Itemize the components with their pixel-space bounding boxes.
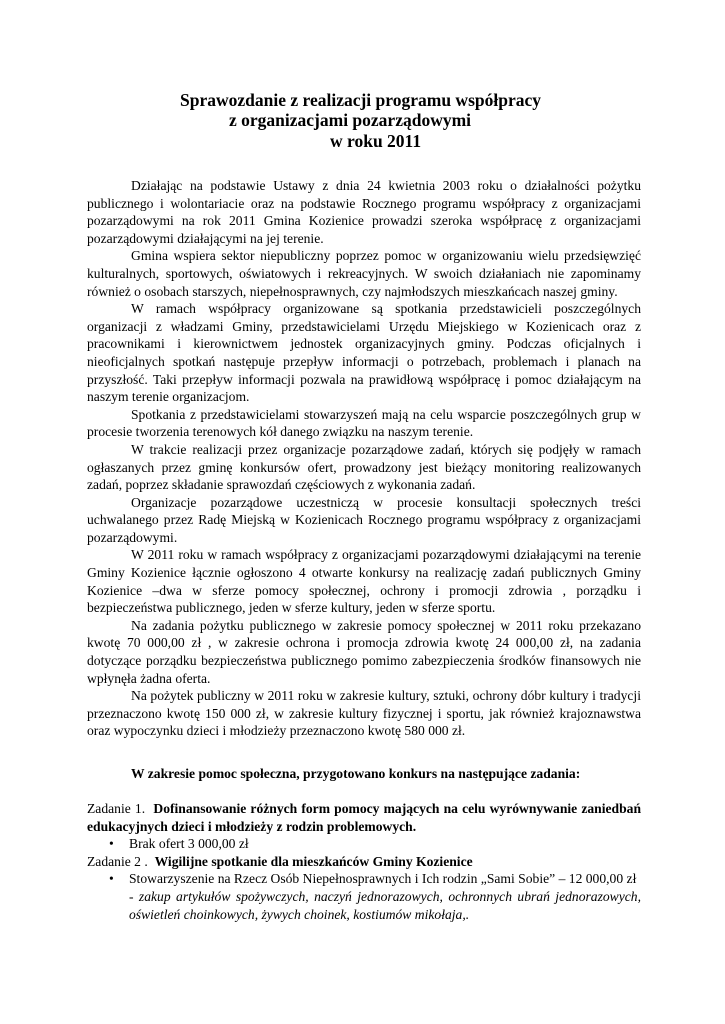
task-2-title: Wigilijne spotkanie dla mieszkańców Gminy Kozienice (154, 853, 473, 869)
task-2-detail: - zakup artykułów spożywczych, naczyń jednorazowych, ochronnych ubrań jednorazowych, oświetleń choinkowych, żywych choinek, kostiumów mikołaja,. (129, 888, 641, 922)
paragraph-monitoring: W trakcie realizacji przez organizacje pozarządowe zadań, których się podjęły w ramach ogłaszanych przez gminę konkursów ofert, prowadzony jest bieżący monitoring realizowanych zadań, poprzez składanie sprawozdań częściowych z wykonania zadań. (87, 441, 641, 493)
paragraph-support: Gmina wspiera sektor niepubliczny poprzez pomoc w organizowaniu wielu przedsięwzięć kulturalnych, sportowych, oświatowych i rekreacyjnych. W swoich działaniach nie zapominamy również o osobach starszych, niepełnosprawnych, czy najmłodszych mieszkańcach naszej gminy. (87, 248, 641, 299)
task-2-bullet-text: Stowarzyszenie na Rzecz Osób Niepełnosprawnych i Ich rodzin „Sami Sobie” – 12 000,00 zł (129, 871, 637, 887)
title-line-2: z organizacjami pozarządowymi (229, 110, 472, 130)
paragraph-funds-social: Na zadania pożytku publicznego w zakresie pomocy społecznej w 2011 roku przekazano kwotę 70 000,00 zł , w zakresie ochrona i promocja zdrowia kwotę 24 000,00 zł, na zadania dotyczące porządku bezpieczeństwa publicznego pomimo zabezpieczenia środków finansowych nie wpłynęła żadna oferta. (87, 617, 641, 686)
paragraph-consultation: Organizacje pozarządowe uczestniczą w procesie konsultacji społecznych treści uchwalanego przez Radę Miejską w Kozienicach Rocznego programu współpracy z organizacjami pozarządowymi. (87, 494, 641, 545)
bullet-icon: • (109, 836, 114, 852)
report-body (87, 177, 641, 740)
title-line-1: Sprawozdanie z realizacji programu współpracy (180, 90, 541, 110)
title-line-3: w roku 2011 (330, 131, 422, 151)
task-2 (87, 853, 641, 871)
task-2-prefix: Zadanie 2 . (87, 853, 148, 869)
task-1 (87, 800, 641, 835)
paragraph-contests: W 2011 roku w ramach współpracy z organizacjami pozarządowymi działającymi na terenie Gminy Kozienice łącznie ogłoszono 4 otwarte konkursy na realizację zadań publicznych Gminy Kozienice –dwa w sferze pomocy społecznej, ochrony i promocji zdrowia , porządku i bezpieczeństwa publicznego, jeden w sferze kultury, jeden w sferze sportu. (87, 547, 641, 616)
paragraph-associations: Spotkania z przedstawicielami stowarzyszeń mają na celu wsparcie poszczególnych grup w procesie tworzenia terenowych kół danego związku na naszym terenie. (87, 406, 641, 440)
paragraph-intro: Działając na podstawie Ustawy z dnia 24 kwietnia 2003 roku o działalności pożytku publicznego i wolontariacie oraz na podstawie Rocznego programu współpracy z organizacjami pozarządowymi na rok 2011 Gmina Kozienice prowadzi szeroka współpracę z organizacjami pozarządowymi działającymi na jej terenie. (87, 178, 641, 246)
task-1-title: Dofinansowanie różnych form pomocy mających na celu wyrównywanie zaniedbań edukacyjnych dzieci i młodzieży z rodzin problemowych. (87, 801, 642, 834)
paragraph-funds-culture-sport: Na pożytek publiczny w 2011 roku w zakresie kultury, sztuki, ochrony dóbr kultury i tradycji przeznaczono kwotę 150 000 zł, w zakresie kultury fizycznej i sportu, jak również krajoznawstwa oraz wypoczynku dzieci i młodzieży przeznaczono kwotę 580 000 zł. (87, 688, 641, 739)
task-1-prefix: Zadanie 1. (87, 801, 146, 816)
task-list (87, 800, 641, 923)
task-1-bullet-text: Brak ofert 3 000,00 zł (129, 836, 249, 852)
section-heading: W zakresie pomoc społeczna, przygotowano konkurs na następujące zadania: (131, 766, 581, 781)
task-1-bullet-item (87, 835, 641, 853)
bullet-icon: • (109, 871, 114, 887)
paragraph-meetings: W ramach współpracy organizowane są spotkania przedstawicieli poszczególnych organizacji z władzami Gminy, przedstawicielami Urzędu Miejskiego w Kozienicach oraz z pracownikami i kierownictwem jednostek organizacyjnych gminy. Podczas oficjalnych i nieoficjalnych spotkań następuje przepływ informacji o potrzebach, problemach i planach na przyszłość. Taki przepływ informacji pozwala na prawidłową współpracę i pomoc działającym na naszym terenie organizacjom. (87, 301, 641, 405)
task-2-bullet-item (87, 870, 641, 923)
